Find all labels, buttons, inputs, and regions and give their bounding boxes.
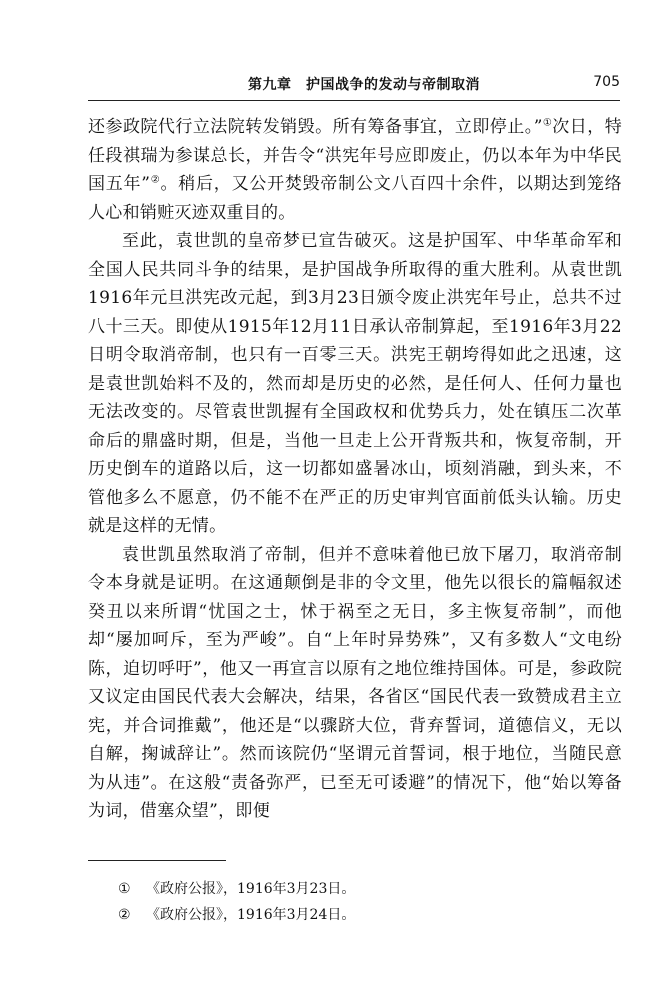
page-number: 705: [593, 74, 620, 90]
body-text: [88, 113, 622, 826]
footnote-1-text: 《政府公报》，1916年3月23日。: [146, 881, 356, 897]
footnotes: [118, 876, 598, 928]
paragraph-1: [88, 113, 622, 227]
footnote-ref-1[interactable]: ①: [542, 117, 553, 129]
footnote-divider: [88, 860, 226, 861]
footnote-2: [118, 902, 598, 928]
paragraph-2: 至此，袁世凯的皇帝梦已宣告破灭。这是护国军、中华革命军和全国人民共同斗争的结果，是护国战争所取得的重大胜利。从袁世凯1916年元旦洪宪改元起，到3月23日颁令废止洪宪年号止，总共不过八十三天。即使从1915年12月11日承认帝制算起，至1916年3月22日明令取消帝制，也只有一百零三天。洪宪王朝垮得如此之迅速，这是袁世凯始料不及的，然而却是历史的必然，是任何人、任何力量也无法改变的。尽管袁世凯握有全国政权和优势兵力，处在镇压二次革命后的鼎盛时期，但是，当他一旦走上公开背叛共和，恢复帝制，开历史倒车的道路以后，这一切都如盛暑冰山，顷刻消融，到头来，不管他多么不愿意，仍不能不在严正的历史审判官面前低头认输。历史就是这样的无情。: [88, 231, 622, 536]
footnote-2-text: 《政府公报》，1916年3月24日。: [146, 907, 356, 923]
paragraph-1-text-b: 次日，特任段祺瑞为参谋总长，并告令“洪宪年号应即废止，仍以本年为中华民国五年”: [88, 117, 623, 194]
footnote-ref-2[interactable]: ②: [150, 174, 161, 186]
running-header: [88, 70, 620, 101]
chapter-title: 第九章 护国战争的发动与帝制取消: [248, 77, 480, 93]
footnote-1: [118, 876, 598, 902]
paragraph-3: 袁世凯虽然取消了帝制，但并不意味着他已放下屠刀，取消帝制令本身就是证明。在这通颠倒是非的令文里，他先以很长的篇幅叙述癸丑以来所谓“忧国之士，怵于祸至之无日，多主恢复帝制”，而他却“屡加呵斥，至为严峻”。自“上年时异势殊”，又有多数人“文电纷陈，迫切呼吁”，他又一再宣言以原有之地位维持国体。可是，参政院又议定由国民代表大会解决，结果，各省区“国民代表一致赞成君主立宪，并合词推戴”，他还是“以骤跻大位，背弃誓词，道德信义，无以自解，掬诚辞让”。然而该院仍“坚谓元首誓词，根于地位，当随民意为从违”。在这般“责备弥严，已至无可诿避”的情况下，他“始以筹备为词，借塞众望”，即便: [88, 544, 622, 821]
paragraph-1-text-c: 。稍后，又公开焚毁帝制公文八百四十余件，以期达到笼络人心和销赃灭迹双重目的。: [88, 174, 622, 223]
paragraph-1-text-a: 还参政院代行立法院转发销毁。所有筹备事宜，立即停止。”: [88, 117, 543, 137]
footnote-1-mark: ①: [118, 881, 131, 897]
footnote-2-mark: ②: [118, 907, 131, 923]
